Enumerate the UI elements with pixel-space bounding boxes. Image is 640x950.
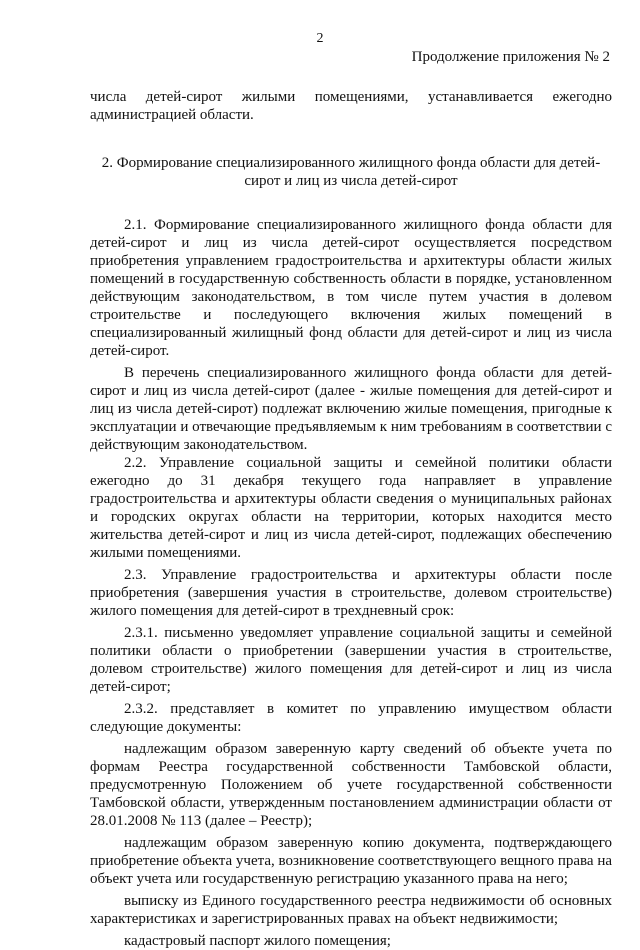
section-heading: 2. Формирование специализированного жилищного фонда области для детей-сирот и лиц из числа детей-сирот: [101, 155, 601, 189]
document-item-copy: надлежащим образом заверенную копию документа, подтверждающего приобретение объекта учета, возникновение соответствующего вещного права на объект учета или государственную регистрацию указанного права на него;: [90, 835, 612, 887]
document-item-passport: кадастровый паспорт жилого помещения;: [124, 933, 391, 949]
document-item-extract: выписку из Единого государственного реестра недвижимости об основных характеристиках и зарегистрированных правах на объект недвижимости;: [90, 893, 612, 927]
paragraph-2-1: 2.1. Формирование специализированного жилищного фонда области для детей-сирот и лиц из числа детей-сирот осуществляется посредством приобретения управлением градостроительства и архитектуры области жилых помещений в государственную собственность области в порядке, установленном действующим законодательством, в том числе путем участия в долевом строительстве и последующего включения жилых помещений в специализированный жилищный фонд области для детей-сирот и лиц из числа детей-сирот.: [90, 217, 612, 359]
page-number: 2: [316, 31, 324, 46]
document-item-card: надлежащим образом заверенную карту сведений об объекте учета по формам Реестра государственной собственности Тамбовской области, предусмотренную Положением об учете государственной собственности Тамбовской области, утвержденным постановлением администрации области от 28.01.2008 № 113 (далее – Реестр);: [90, 741, 612, 829]
paragraph-2-3-1: 2.3.1. письменно уведомляет управление социальной защиты и семейной политики области о приобретении (завершении участия в строительстве, долевом строительстве) жилого помещения для детей-сирот и лиц из числа детей-сирот;: [90, 625, 612, 695]
annex-label: Продолжение приложения № 2: [411, 49, 610, 65]
paragraph-continuation: числа детей-сирот жилыми помещениями, устанавливается ежегодно администрацией области.: [90, 89, 612, 123]
document-body: [90, 88, 612, 950]
paragraph-2-2: 2.2. Управление социальной защиты и семейной политики области ежегодно до 31 декабря текущего года направляет в управление градостроительства и архитектуры области сведения о муниципальных районах и городских округах области на территории, которых находится место жительства детей-сирот и лиц из числа детей-сирот, подлежащих обеспечению жилыми помещениями.: [90, 455, 612, 561]
paragraph-2-3-2: 2.3.2. представляет в комитет по управлению имуществом области следующие документы:: [90, 701, 612, 735]
paragraph-2-3: 2.3. Управление градостроительства и архитектуры области после приобретения (завершения участия в строительстве, долевом строительстве) жилого помещения для детей-сирот в трехдневный срок:: [90, 567, 612, 619]
paragraph-2-1-list: В перечень специализированного жилищного фонда области для детей-сирот и лиц из числа детей-сирот (далее - жилые помещения для детей-сирот и лиц из числа детей-сирот) подлежат включению жилые помещения, пригодные к эксплуатации и отвечающие предъявляемым к ним требованиям в соответствии с действующим законодательством.: [90, 365, 612, 453]
